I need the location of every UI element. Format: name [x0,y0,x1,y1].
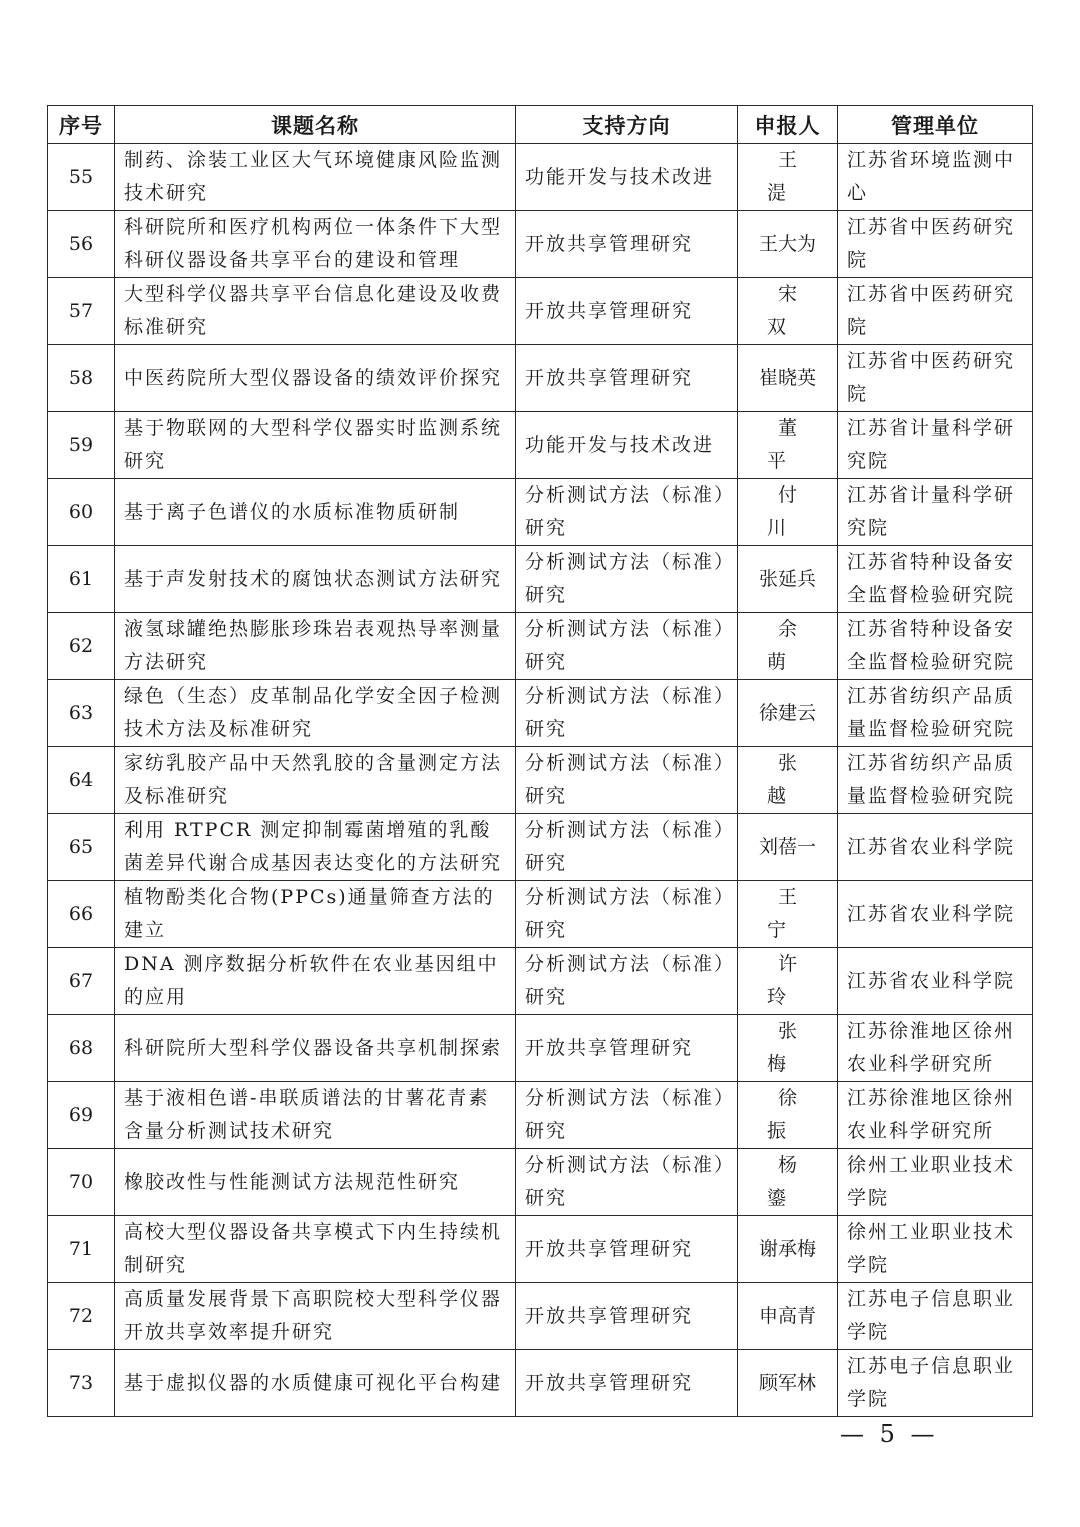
cell-project-title: 绿色（生态）皮革制品化学安全因子检测技术方法及标准研究 [115,680,516,747]
cell-support-direction: 开放共享管理研究 [516,1015,738,1082]
cell-applicant: 张延兵 [738,546,838,613]
cell-applicant: 申高青 [738,1283,838,1350]
project-table-container [47,105,1032,1417]
cell-applicant: 余 萌 [738,613,838,680]
cell-managing-unit: 江苏徐淮地区徐州农业科学研究所 [838,1082,1033,1149]
cell-applicant: 张 梅 [738,1015,838,1082]
cell-applicant: 刘蓓一 [738,814,838,881]
cell-project-title: 基于物联网的大型科学仪器实时监测系统研究 [115,412,516,479]
cell-support-direction: 开放共享管理研究 [516,278,738,345]
table-row [48,814,1033,881]
table-row [48,1082,1033,1149]
cell-serial-number: 69 [48,1082,115,1149]
cell-project-title: 基于液相色谱-串联质谱法的甘薯花青素含量分析测试技术研究 [115,1082,516,1149]
cell-support-direction: 开放共享管理研究 [516,1283,738,1350]
cell-managing-unit: 江苏省特种设备安全监督检验研究院 [838,546,1033,613]
header-serial-number: 序号 [48,106,115,144]
cell-managing-unit: 江苏省计量科学研究院 [838,412,1033,479]
cell-applicant: 王 宁 [738,881,838,948]
cell-applicant: 张 越 [738,747,838,814]
cell-support-direction: 分析测试方法（标准）研究 [516,814,738,881]
cell-support-direction: 开放共享管理研究 [516,1350,738,1417]
cell-serial-number: 57 [48,278,115,345]
cell-project-title: 利用 RTPCR 测定抑制霉菌增殖的乳酸菌差异代谢合成基因表达变化的方法研究 [115,814,516,881]
header-project-title: 课题名称 [115,106,516,144]
cell-project-title: 基于声发射技术的腐蚀状态测试方法研究 [115,546,516,613]
cell-serial-number: 60 [48,479,115,546]
table-row [48,211,1033,278]
table-row [48,1149,1033,1216]
cell-managing-unit: 江苏省计量科学研究院 [838,479,1033,546]
project-table [47,105,1033,1417]
cell-serial-number: 59 [48,412,115,479]
cell-project-title: 制药、涂装工业区大气环境健康风险监测技术研究 [115,144,516,211]
cell-applicant: 杨 鎏 [738,1149,838,1216]
cell-applicant: 徐 振 [738,1082,838,1149]
cell-support-direction: 分析测试方法（标准）研究 [516,680,738,747]
cell-project-title: 科研院所和医疗机构两位一体条件下大型科研仪器设备共享平台的建设和管理 [115,211,516,278]
cell-support-direction: 开放共享管理研究 [516,211,738,278]
cell-applicant: 徐建云 [738,680,838,747]
cell-applicant: 董 平 [738,412,838,479]
table-row [48,412,1033,479]
cell-support-direction: 开放共享管理研究 [516,345,738,412]
cell-project-title: 液氢球罐绝热膨胀珍珠岩表观热导率测量方法研究 [115,613,516,680]
cell-managing-unit: 江苏徐淮地区徐州农业科学研究所 [838,1015,1033,1082]
cell-serial-number: 73 [48,1350,115,1417]
cell-applicant: 许 玲 [738,948,838,1015]
cell-managing-unit: 江苏省纺织产品质量监督检验研究院 [838,747,1033,814]
cell-applicant: 顾军林 [738,1350,838,1417]
cell-support-direction: 分析测试方法（标准）研究 [516,747,738,814]
cell-support-direction: 分析测试方法（标准）研究 [516,546,738,613]
cell-applicant: 王 湜 [738,144,838,211]
table-row [48,948,1033,1015]
cell-serial-number: 61 [48,546,115,613]
cell-support-direction: 开放共享管理研究 [516,1216,738,1283]
cell-managing-unit: 江苏省纺织产品质量监督检验研究院 [838,680,1033,747]
cell-project-title: DNA 测序数据分析软件在农业基因组中的应用 [115,948,516,1015]
cell-managing-unit: 江苏省环境监测中心 [838,144,1033,211]
cell-managing-unit: 江苏省中医药研究院 [838,211,1033,278]
cell-support-direction: 功能开发与技术改进 [516,412,738,479]
cell-managing-unit: 徐州工业职业技术学院 [838,1149,1033,1216]
cell-serial-number: 62 [48,613,115,680]
table-row [48,345,1033,412]
cell-managing-unit: 江苏电子信息职业学院 [838,1283,1033,1350]
cell-project-title: 大型科学仪器共享平台信息化建设及收费标准研究 [115,278,516,345]
cell-serial-number: 71 [48,1216,115,1283]
table-row [48,546,1033,613]
cell-managing-unit: 江苏省特种设备安全监督检验研究院 [838,613,1033,680]
table-row [48,680,1033,747]
cell-applicant: 谢承梅 [738,1216,838,1283]
cell-managing-unit: 江苏省农业科学院 [838,948,1033,1015]
cell-project-title: 基于虚拟仪器的水质健康可视化平台构建 [115,1350,516,1417]
cell-support-direction: 分析测试方法（标准）研究 [516,881,738,948]
table-row [48,278,1033,345]
cell-managing-unit: 江苏省农业科学院 [838,881,1033,948]
cell-project-title: 高质量发展背景下高职院校大型科学仪器开放共享效率提升研究 [115,1283,516,1350]
cell-support-direction: 功能开发与技术改进 [516,144,738,211]
cell-project-title: 高校大型仪器设备共享模式下内生持续机制研究 [115,1216,516,1283]
cell-support-direction: 分析测试方法（标准）研究 [516,1149,738,1216]
cell-project-title: 基于离子色谱仪的水质标准物质研制 [115,479,516,546]
cell-applicant: 宋 双 [738,278,838,345]
cell-project-title: 家纺乳胶产品中天然乳胶的含量测定方法及标准研究 [115,747,516,814]
cell-support-direction: 分析测试方法（标准）研究 [516,948,738,1015]
cell-managing-unit: 江苏电子信息职业学院 [838,1350,1033,1417]
table-row [48,881,1033,948]
cell-serial-number: 58 [48,345,115,412]
header-managing-unit: 管理单位 [838,106,1033,144]
cell-project-title: 橡胶改性与性能测试方法规范性研究 [115,1149,516,1216]
table-row [48,1216,1033,1283]
cell-serial-number: 66 [48,881,115,948]
cell-managing-unit: 江苏省农业科学院 [838,814,1033,881]
header-support-direction: 支持方向 [516,106,738,144]
cell-serial-number: 68 [48,1015,115,1082]
page-number: — 5 — [840,1420,939,1448]
cell-applicant: 王大为 [738,211,838,278]
table-row [48,1350,1033,1417]
cell-support-direction: 分析测试方法（标准）研究 [516,479,738,546]
cell-managing-unit: 江苏省中医药研究院 [838,278,1033,345]
cell-managing-unit: 江苏省中医药研究院 [838,345,1033,412]
cell-applicant: 付 川 [738,479,838,546]
cell-serial-number: 63 [48,680,115,747]
cell-support-direction: 分析测试方法（标准）研究 [516,613,738,680]
cell-serial-number: 55 [48,144,115,211]
table-row [48,1015,1033,1082]
cell-serial-number: 70 [48,1149,115,1216]
cell-serial-number: 64 [48,747,115,814]
table-row [48,479,1033,546]
table-row [48,144,1033,211]
cell-serial-number: 67 [48,948,115,1015]
cell-applicant: 崔晓英 [738,345,838,412]
cell-serial-number: 72 [48,1283,115,1350]
cell-project-title: 中医药院所大型仪器设备的绩效评价探究 [115,345,516,412]
cell-project-title: 科研院所大型科学仪器设备共享机制探索 [115,1015,516,1082]
table-row [48,613,1033,680]
header-applicant: 申报人 [738,106,838,144]
table-row [48,1283,1033,1350]
cell-project-title: 植物酚类化合物(PPCs)通量筛查方法的建立 [115,881,516,948]
table-row [48,747,1033,814]
cell-support-direction: 分析测试方法（标准）研究 [516,1082,738,1149]
table-header-row [48,106,1033,144]
cell-serial-number: 56 [48,211,115,278]
table-body [48,144,1033,1417]
cell-managing-unit: 徐州工业职业技术学院 [838,1216,1033,1283]
cell-serial-number: 65 [48,814,115,881]
